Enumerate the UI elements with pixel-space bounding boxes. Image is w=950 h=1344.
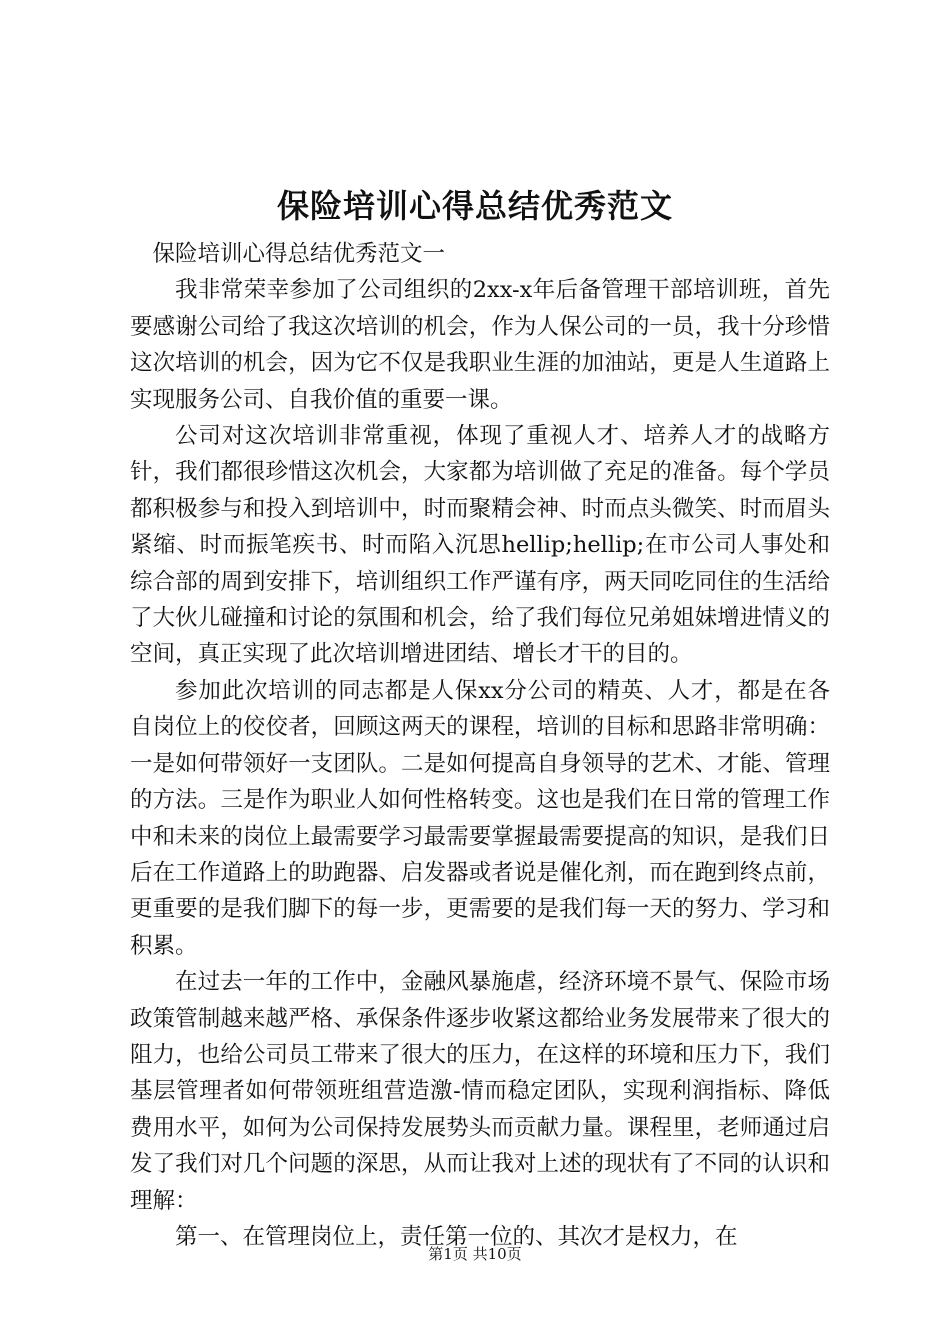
paragraph-4: 在过去一年的工作中，金融风暴施虐，经济环境不景气、保险市场政策管制越来越严格、承保条件逐步收紧这都给业务发展带来了很大的阻力，也给公司员工带来了很大的压力，在这样的环境和压力下，我们基层管理者如何带领班组营造激-情而稳定团队，实现利润指标、降低费用水平，如何为公司保持发展势头而贡献力量。课程里，老师通过启发了我们对几个问题的深思，从而让我对上述的现状有了不同的认识和理解： bbox=[130, 969, 830, 1214]
document-title: 保险培训心得总结优秀范文 bbox=[276, 187, 673, 225]
section-subtitle: 保险培训心得总结优秀范文一 bbox=[152, 241, 446, 267]
paragraph-2: 公司对这次培训非常重视，体现了重视人才、培养人才的战略方针，我们都很珍惜这次机会，大家都为培训做了充足的准备。每个学员都积极参与和投入到培训中，时而聚精会神、时而点头微笑、时而眉头紧缩、时而振笔疾书、时而陷入沉思hellip;hellip;在市公司人事处和综合部的周到安排下，培训组织工作严谨有序，两天同吃同住的生活给了大伙儿碰撞和讨论的氛围和机会，给了我们每位兄弟姐妹增进情义的空间，真正实现了此次培训增进团结、增长才干的目的。 bbox=[130, 423, 830, 668]
paragraph-3: 参加此次培训的同志都是人保xx分公司的精英、人才，都是在各自岗位上的佼佼者，回顾这两天的课程，培训的目标和思路非常明确：一是如何带领好一支团队。二是如何提高自身领导的艺术、才能、管理的方法。三是作为职业人如何性格转变。这也是我们在日常的管理工作中和未来的岗位上最需要学习最需要掌握最需要提高的知识，是我们日后在工作道路上的助跑器、启发器或者说是催化剂，而在跑到终点前，更重要的是我们脚下的每一步，更需要的是我们每一天的努力、学习和积累。 bbox=[130, 677, 830, 959]
paragraph-1: 我非常荣幸参加了公司组织的2xx-x年后备管理干部培训班，首先要感谢公司给了我这次培训的机会，作为人保公司的一员，我十分珍惜这次培训的机会，因为它不仅是我职业生涯的加油站，更是人生道路上实现服务公司、自我价值的重要一课。 bbox=[130, 277, 830, 413]
document-body bbox=[130, 236, 830, 1255]
paragraph-5: 第一、在管理岗位上，责任第一位的、其次才是权力，在 bbox=[175, 1223, 738, 1250]
page-footer: 第1页 共10页 bbox=[428, 1245, 522, 1263]
